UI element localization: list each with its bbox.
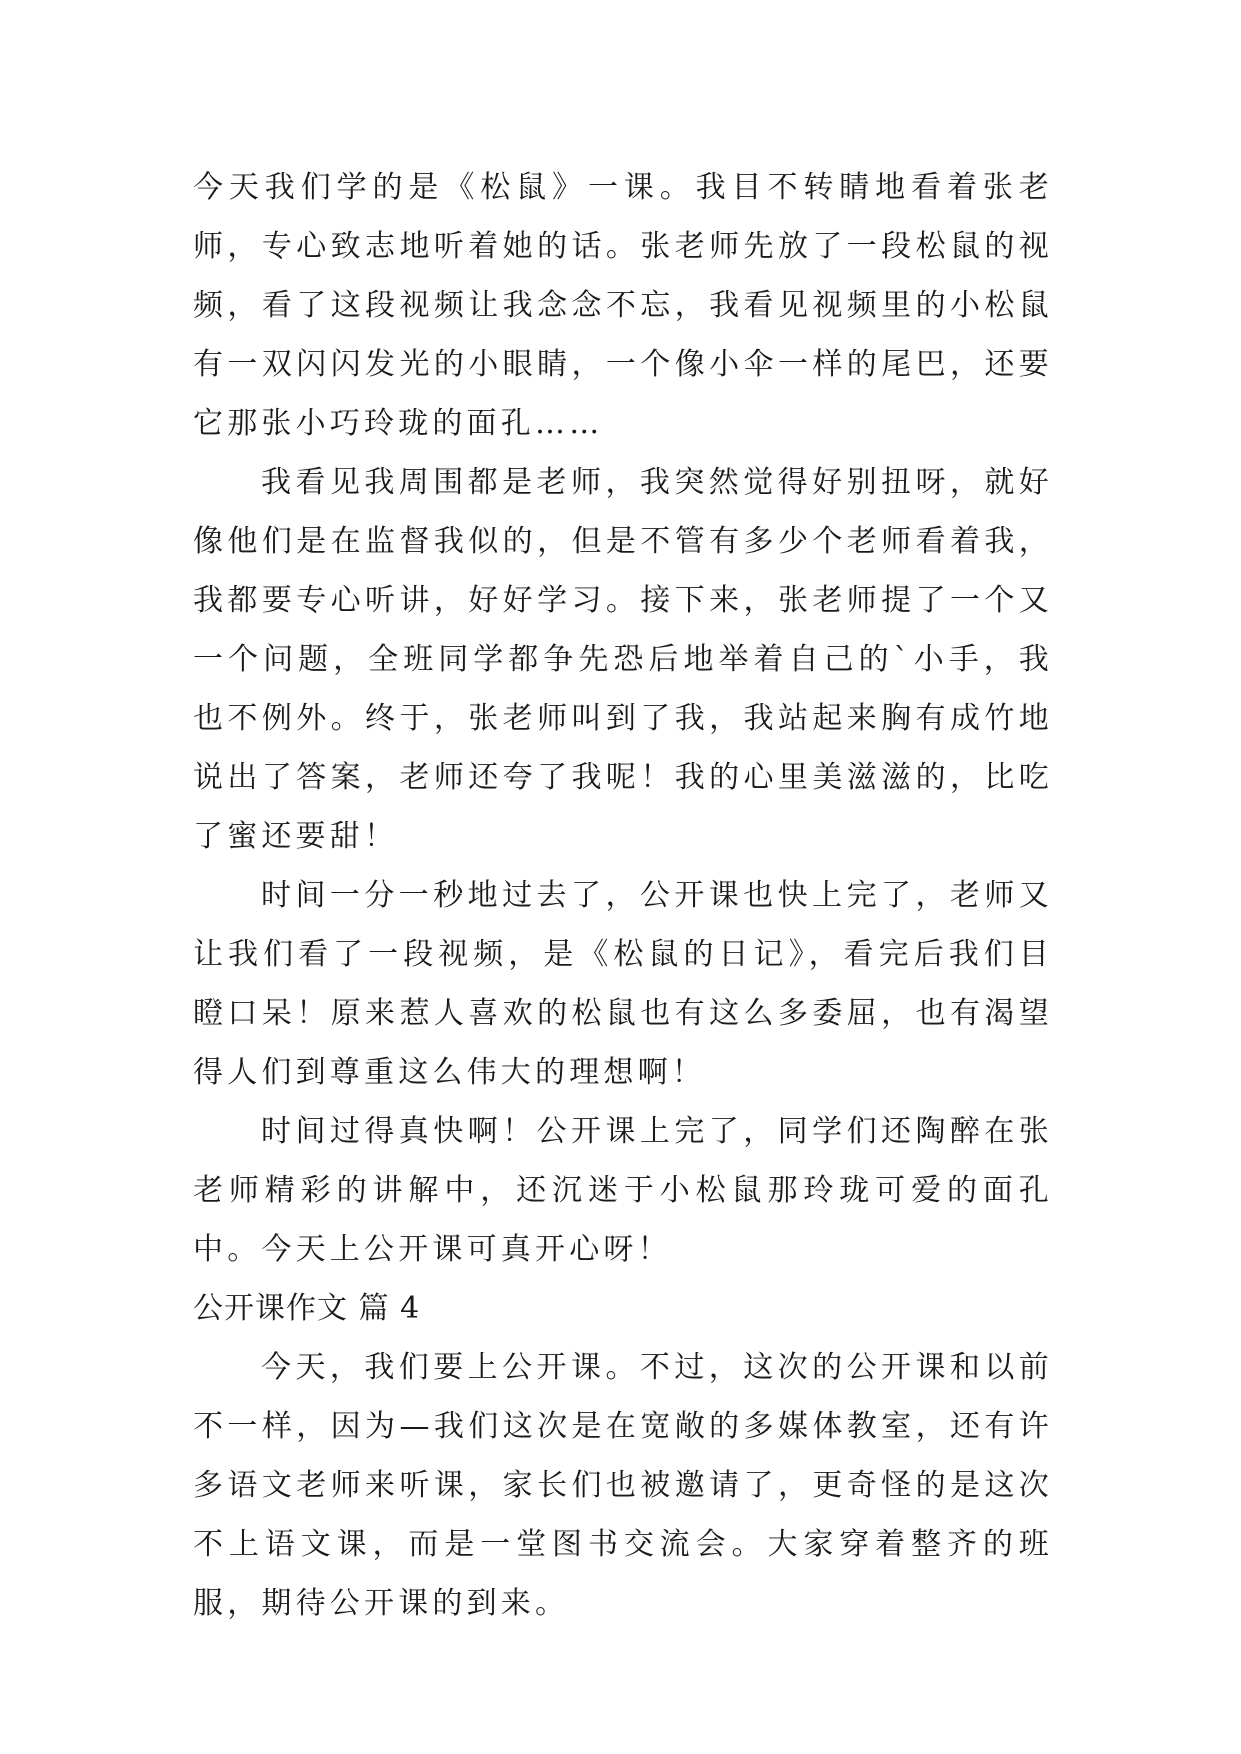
document-page bbox=[193, 158, 1053, 1633]
paragraph-2: 我看见我周围都是老师，我突然觉得好别扭呀，就好像他们是在监督我似的，但是不管有多少个老师看着我，我都要专心听讲，好好学习。接下来，张老师提了一个又一个问题，全班同学都争先恐后地举着自己的`小手，我也不例外。终于，张老师叫到了我，我站起来胸有成竹地说出了答案，老师还夸了我呢！我的心里美滋滋的，比吃了蜜还要甜！ bbox=[193, 465, 1053, 854]
paragraph-5: 今天，我们要上公开课。不过，这次的公开课和以前不一样，因为—我们这次是在宽敞的多媒体教室，还有许多语文老师来听课，家长们也被邀请了，更奇怪的是这次不上语文课，而是一堂图书交流会。大家穿着整齐的班服，期待公开课的到来。 bbox=[193, 1350, 1053, 1621]
section-heading: 公开课作文 篇 4 bbox=[193, 1291, 421, 1326]
paragraph-3: 时间一分一秒地过去了，公开课也快上完了，老师又让我们看了一段视频，是《松鼠的日记》，看完后我们目瞪口呆！原来惹人喜欢的松鼠也有这么多委屈，也有渴望得人们到尊重这么伟大的理想啊！ bbox=[193, 878, 1053, 1090]
paragraph-4: 时间过得真快啊！公开课上完了，同学们还陶醉在张老师精彩的讲解中，还沉迷于小松鼠那玲珑可爱的面孔中。今天上公开课可真开心呀！ bbox=[193, 1114, 1053, 1267]
paragraph-1: 今天我们学的是《松鼠》一课。我目不转睛地看着张老师，专心致志地听着她的话。张老师先放了一段松鼠的视频，看了这段视频让我念念不忘，我看见视频里的小松鼠有一双闪闪发光的小眼睛，一个像小伞一样的尾巴，还要它那张小巧玲珑的面孔…… bbox=[193, 170, 1053, 441]
